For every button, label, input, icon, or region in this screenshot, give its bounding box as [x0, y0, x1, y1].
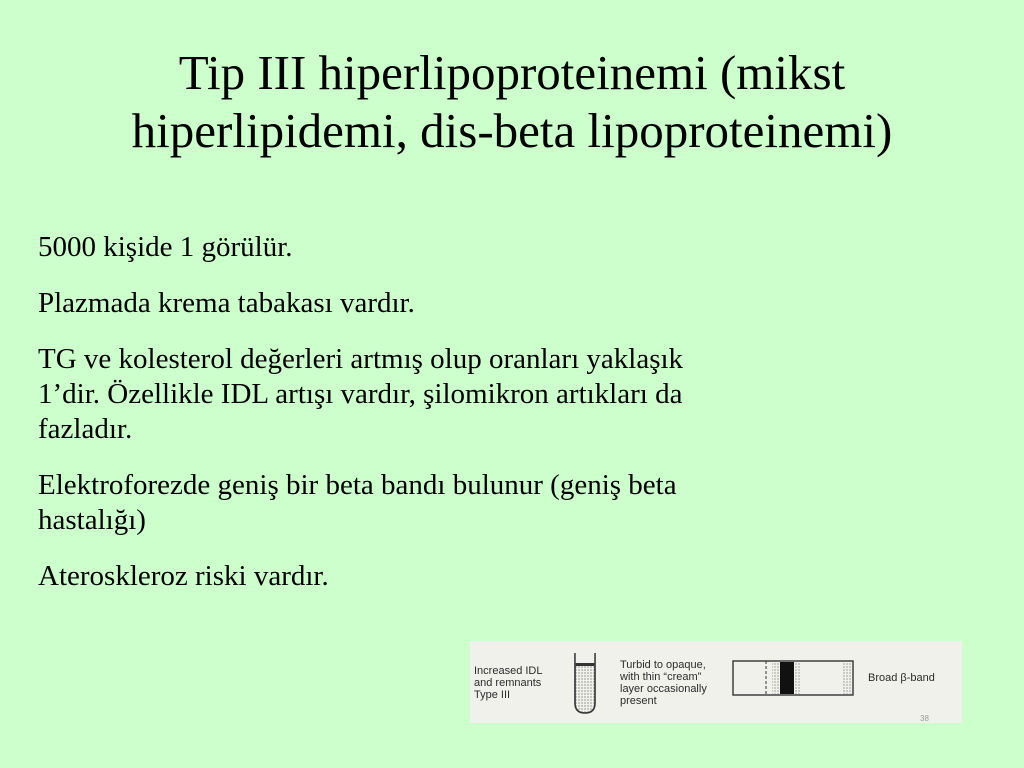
caption-line: Increased IDL: [474, 665, 543, 677]
caption-line: Type III: [474, 689, 511, 701]
test-tube-icon: [572, 651, 598, 715]
bullet-line: fazladır.: [38, 413, 133, 445]
figure-middle-caption: [620, 659, 707, 707]
bullet-cream-layer: [38, 286, 928, 321]
figure-right-caption: [868, 672, 935, 684]
caption-line: and remnants: [474, 677, 542, 689]
bullet-line: Elektroforezde geniş bir beta bandı bulunur (geniş beta: [38, 469, 677, 501]
caption-line: layer occasionally: [620, 683, 707, 695]
figure-left-caption: [474, 665, 542, 701]
broad-beta-band: [780, 662, 794, 694]
bullet-list: [38, 230, 938, 615]
caption-line: Broad β-band: [868, 672, 935, 684]
bullet-line: 1’dir. Özellikle IDL artışı vardır, şilomikron artıkları da: [38, 378, 683, 410]
bullet-lipid-values: [38, 342, 928, 447]
page-number: 38: [920, 714, 929, 723]
title-line-1: Tip III hiperlipoproteinemi (mikst: [178, 45, 846, 100]
bullet-line: hastalığı): [38, 504, 146, 536]
bullet-prevalence: [38, 230, 928, 265]
title-line-2: hiperlipidemi, dis-beta lipoproteinemi): [131, 103, 893, 158]
caption-line: Turbid to opaque,: [620, 659, 706, 671]
bullet-atherosclerosis: [38, 559, 928, 594]
slide-title: [0, 44, 1024, 160]
electrophoresis-strip: [732, 660, 854, 696]
bullet-line: Ateroskleroz riski vardır.: [38, 560, 329, 592]
bullet-line: 5000 kişide 1 görülür.: [38, 231, 293, 263]
bullet-line: Plazmada krema tabakası vardır.: [38, 287, 415, 319]
bullet-line: TG ve kolesterol değerleri artmış olup oranları yaklaşık: [38, 343, 684, 375]
bullet-electrophoresis: [38, 468, 928, 538]
caption-line: present: [620, 695, 657, 707]
type-iii-figure: [470, 641, 962, 723]
caption-line: with thin “cream”: [620, 671, 702, 683]
